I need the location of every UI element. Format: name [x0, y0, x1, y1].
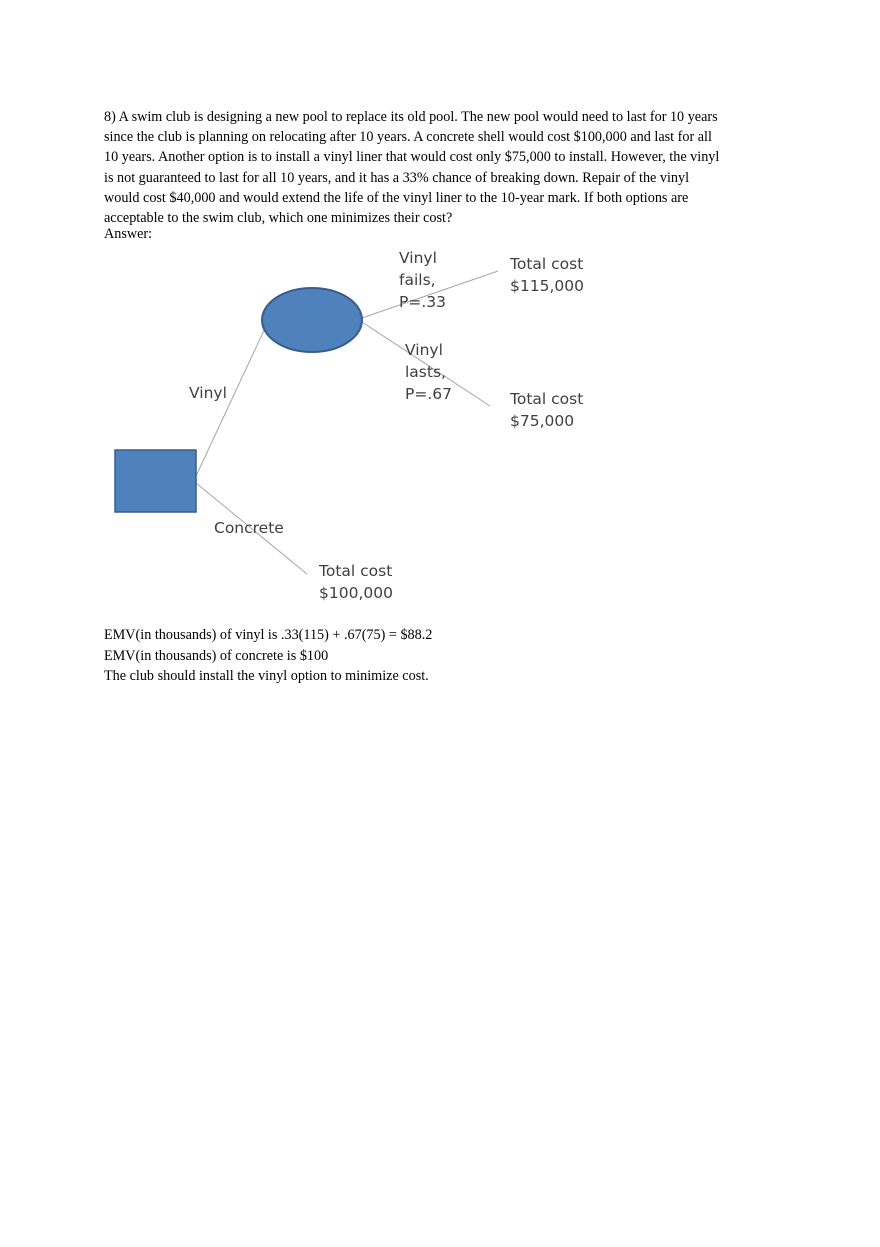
- outcome-concrete-line2: $100,000: [319, 584, 393, 602]
- outcome-lasts-line2: $75,000: [510, 412, 575, 430]
- label-fails-line3: P=.33: [399, 293, 446, 311]
- label-lasts-line2: lasts,: [405, 363, 446, 381]
- outcome-fails-line2: $115,000: [510, 277, 584, 295]
- label-lasts-line3: P=.67: [405, 385, 452, 403]
- label-lasts-line1: Vinyl: [405, 341, 443, 359]
- outcome-lasts-line1: Total cost: [510, 390, 584, 408]
- label-concrete: Concrete: [214, 519, 284, 537]
- answer-label: Answer:: [104, 226, 153, 242]
- outcome-fails-line1: Total cost: [510, 255, 584, 273]
- decision-tree-diagram: [0, 0, 880, 620]
- label-fails-line2: fails,: [399, 271, 436, 289]
- chance-node: [262, 288, 362, 352]
- decision-node: [115, 450, 196, 512]
- question-text: 8) A swim club is designing a new pool to replace its old pool. The new pool would need to last for 10 years since the club is planning on relocating after 10 years. A concrete shell would cost $100,000 and last for all 10 years. Another option is to install a vinyl liner that would cost only $75,000 to install. However, the vinyl is not guaranteed to last for all 10 years, and it has a 33% chance of breaking down. Repair of the vinyl would cost $40,000 and would extend the life of the vinyl liner to the 10-year mark. If both options are acceptable to the swim club, which one minimizes their cost?: [104, 109, 720, 227]
- outcome-concrete-line1: Total cost: [319, 562, 393, 580]
- emv-concrete: EMV(in thousands) of concrete is $100: [104, 647, 329, 664]
- results-block: [104, 625, 432, 687]
- label-vinyl: Vinyl: [189, 384, 227, 402]
- conclusion: The club should install the vinyl option to minimize cost.: [104, 668, 429, 684]
- label-fails-line1: Vinyl: [399, 249, 437, 267]
- emv-vinyl: EMV(in thousands) of vinyl is .33(115) + .67(75) = $88.2: [104, 627, 433, 643]
